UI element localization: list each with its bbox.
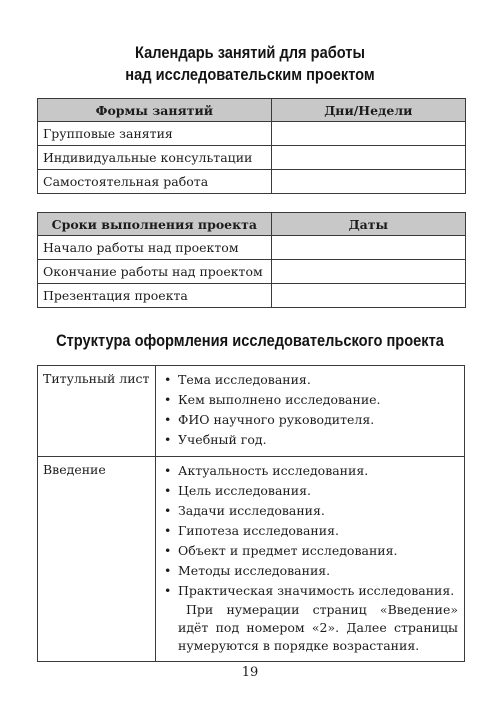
page-number: 19 xyxy=(241,665,259,680)
row-label: Индивидуальные консультации xyxy=(38,146,272,170)
lesson-forms-table xyxy=(37,98,466,194)
bullet-list xyxy=(163,461,458,601)
empty-cell xyxy=(271,284,465,308)
bullet-list xyxy=(163,370,458,450)
empty-cell xyxy=(271,122,465,146)
table-header-row xyxy=(38,99,466,122)
list-item: • Учебный год. xyxy=(163,430,458,450)
column-header-dates: Даты xyxy=(271,213,465,236)
section-items xyxy=(156,457,465,662)
table-row xyxy=(38,284,466,308)
column-header-days-weeks: Дни/Недели xyxy=(271,99,465,122)
row-label: Окончание работы над проектом xyxy=(38,260,272,284)
list-item: • Объект и предмет исследования. xyxy=(163,541,458,561)
section-items xyxy=(156,366,465,457)
calendar-title xyxy=(35,42,465,86)
table-row xyxy=(38,146,466,170)
column-header-forms: Формы занятий xyxy=(38,99,272,122)
table-row xyxy=(38,260,466,284)
empty-cell xyxy=(271,170,465,194)
table-row xyxy=(38,122,466,146)
list-item: • Задачи исследования. xyxy=(163,501,458,521)
row-label: Начало работы над проектом xyxy=(38,236,272,260)
list-item: • Гипотеза исследования. xyxy=(163,521,458,541)
table-row xyxy=(38,236,466,260)
empty-cell xyxy=(271,236,465,260)
row-label: Презентация проекта xyxy=(38,284,272,308)
empty-cell xyxy=(271,260,465,284)
empty-cell xyxy=(271,146,465,170)
page-numbering-note: При нумерации страниц «Введение» идёт под номером «2». Далее страницы нумеруются в порядке возрастания. xyxy=(178,602,458,653)
list-item: • Тема исследования. xyxy=(163,370,458,390)
section-name-introduction: Введение xyxy=(38,457,156,662)
row-label: Самостоятельная работа xyxy=(38,170,272,194)
list-item: • Актуальность исследования. xyxy=(163,461,458,481)
list-item: • Кем выполнено исследование. xyxy=(163,390,458,410)
table-header-row xyxy=(38,213,466,236)
structure-title: Структура оформления исследовательского проекта xyxy=(56,331,444,350)
section-name-title-page: Титульный лист xyxy=(38,366,156,457)
list-item: • ФИО научного руководителя. xyxy=(163,410,458,430)
calendar-title-line-1: Календарь занятий для работы xyxy=(135,43,365,62)
project-deadlines-table xyxy=(37,212,466,308)
table-row xyxy=(38,366,465,457)
list-item: • Методы исследования. xyxy=(163,561,458,581)
row-label: Групповые занятия xyxy=(38,122,272,146)
project-structure-table xyxy=(37,365,465,662)
table-row xyxy=(38,457,465,662)
column-header-deadlines: Сроки выполнения проекта xyxy=(38,213,272,236)
table-row xyxy=(38,170,466,194)
list-item: • Практическая значимость исследования. xyxy=(163,581,458,601)
calendar-title-line-2: над исследовательским проектом xyxy=(125,65,375,84)
list-item: • Цель исследования. xyxy=(163,481,458,501)
